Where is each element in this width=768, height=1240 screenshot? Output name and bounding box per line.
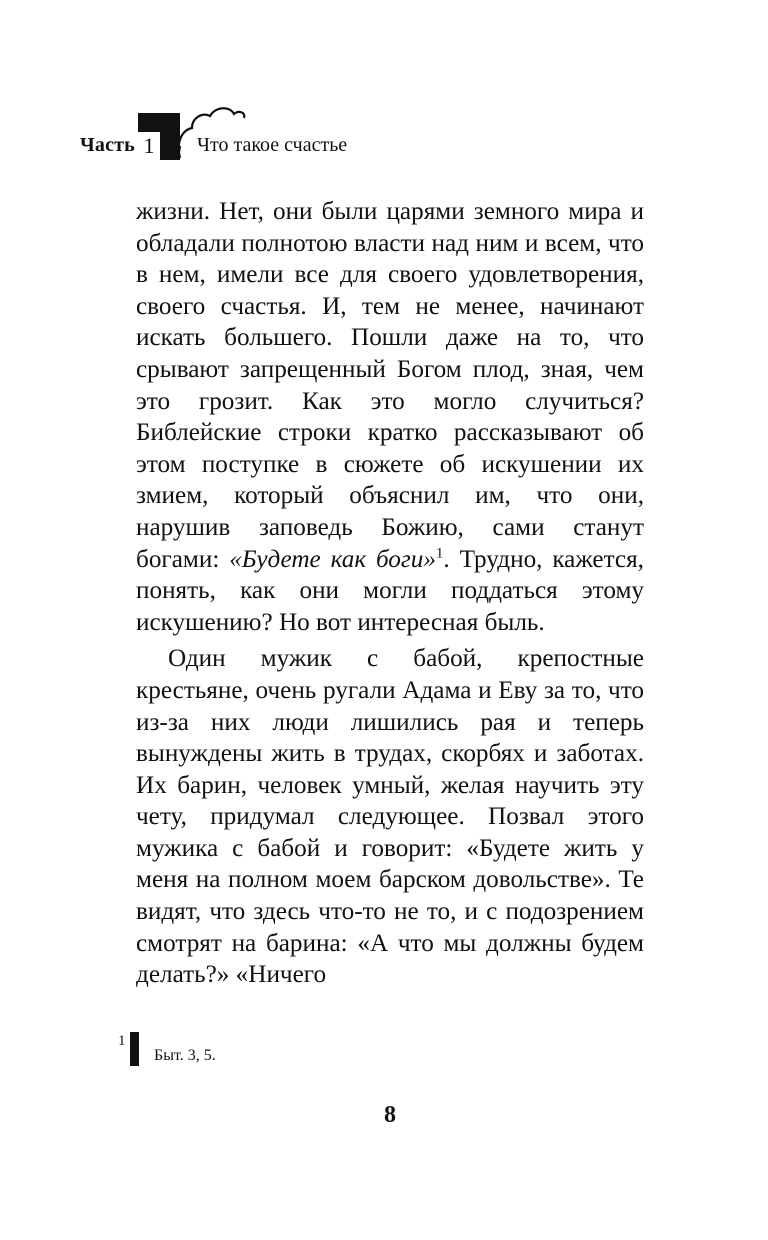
running-header: [0, 0, 768, 180]
page-number: 8: [384, 1102, 396, 1128]
part-number: 1: [138, 132, 160, 160]
paragraph-text: . Трудно, кажется, понять, как они могли поддаться этому искушению? Но вот интересная быль.: [136, 545, 644, 636]
paragraph-text: жизни. Нет, они были царями земного мира и обладали полнотою власти над ним и всем, что в нем, имели все для своего удовлетворения, своего счастья. И, тем не менее, начинают искать большего. Пошли даже на то, что срывают запрещенный Богом плод, зная, чем это грозит. Как это могло случиться? Библейские строки кратко рассказывают об этом поступке в сюжете об искушении их змием, который объяснил им, что они, нарушив заповедь Божию, сами станут богами:: [136, 198, 644, 573]
footnote-bar: [130, 1032, 139, 1066]
body-text: [136, 196, 644, 991]
footnote-text: Быт. 3, 5.: [154, 1047, 216, 1064]
paragraph: Один мужик с бабой, крепостные крестьяне, очень ругали Адама и Еву за то, что из-за них люди лишились рая и теперь вынуждены жить в трудах, скорбях и заботах. Их барин, человек умный, желая научить эту чету, придумал следующее. Позвал этого мужика с бабой и говорит: «Будете жить у меня на полном моем барском довольстве». Те видят, что здесь что-то не то, и с подозрением смотрят на барина: «А что мы должны будем делать?» «Ничего: [136, 645, 644, 989]
part-label: Часть: [80, 134, 135, 156]
footnote: [118, 1027, 518, 1071]
scripture-quote: «Будете как боги»: [229, 545, 436, 573]
chapter-title: Что такое счастье: [197, 134, 348, 156]
footnote-reference: 1: [435, 545, 444, 562]
footnote-number: 1: [118, 1033, 126, 1049]
part-number-block: [138, 113, 180, 160]
paragraph: [136, 196, 644, 638]
